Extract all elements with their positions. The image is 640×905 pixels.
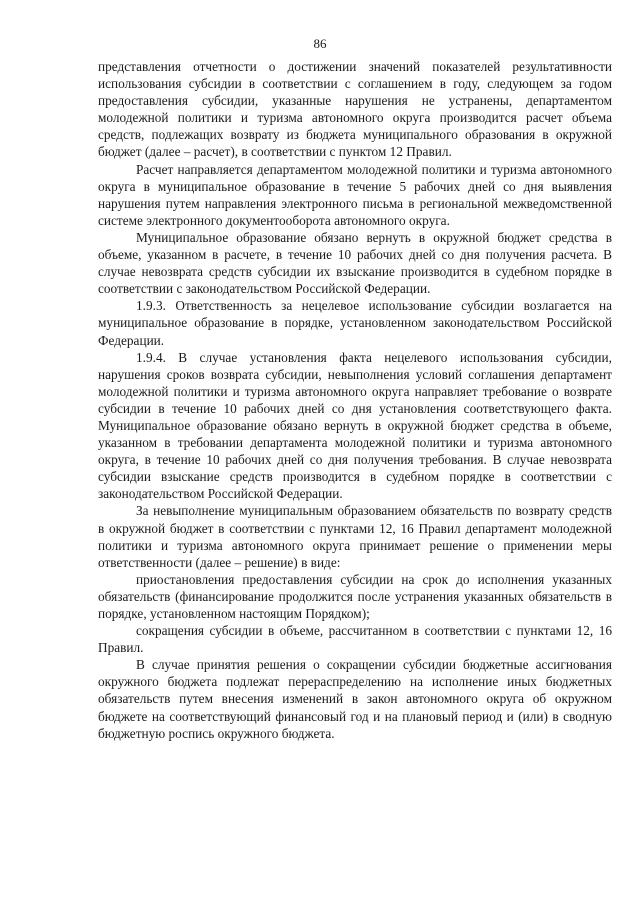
paragraph-clause-1-9-4: 1.9.4. В случае установления факта нецелевого использования субсидии, нарушения сроков возврата субсидии, невыполнения условий соглашения департамент молодежной политики и туризма автономного округа направляет требование о возврате субсидии в течение 10 рабочих дней со дня установления соответствующего факта. Муниципальное образование обязано вернуть в окружной бюджет средства в объеме, указанном в требовании департамента молодежной политики и туризма автономного округа, в течение 10 рабочих дней со дня получения требования. В случае невозврата субсидии взыскание средств производится в судебном порядке в соответствии с законодательством Российской Федерации.: [98, 349, 612, 502]
paragraph-reallocation: В случае принятия решения о сокращении субсидии бюджетные ассигнования окружного бюджета подлежат перераспределению на исполнение иных бюджетных обязательств путем внесения изменений в закон автономного округа об окружном бюджете на соответствующий финансовый год и на плановый период и (или) в сводную бюджетную роспись окружного бюджета.: [98, 657, 612, 741]
paragraph-report-calculation: представления отчетности о достижении значений показателей результативности использования субсидии в соответствии с соглашением в году, следующем за годом предоставления субсидии, указанные нарушения не устранены, департаментом молодежной политики и туризма автономного округа производится расчет объема средств, подлежащих возврату из бюджета муниципального образования в окружной бюджет (далее – расчет), в соответствии с пунктом 12 Правил.: [98, 59, 612, 160]
page-number: 86: [313, 36, 327, 51]
paragraph-clause-1-9-3: 1.9.3. Ответственность за нецелевое использование субсидии возлагается на муниципальное образование в порядке, установленном законодательством Российской Федерации.: [98, 298, 612, 348]
paragraph-non-fulfillment: За невыполнение муниципальным образованием обязательств по возврату средств в окружной бюджет в соответствии с пунктами 12, 16 Правил департамент молодежной политики и туризма автономного округа принимает решение о применении меры ответственности (далее – решение) в виде:: [98, 503, 612, 570]
paragraph-return-obligation: Муниципальное образование обязано вернуть в окружной бюджет средства в объеме, указанном в расчете, в течение 10 рабочих дней со дня получения расчета. В случае невозврата средств субсидии их взыскание производится в судебном порядке в соответствии с законодательством Российской Федерации.: [98, 229, 612, 297]
paragraph-reduction: сокращения субсидии в объеме, рассчитанном в соответствии с пунктами 12, 16 Правил.: [98, 623, 612, 656]
paragraph-suspension: приостановления предоставления субсидии на срок до исполнения указанных обязательств (финансирование продолжится после устранения указанных обязательств в порядке, установленном настоящим Порядком);: [98, 571, 612, 621]
paragraph-calculation-sending: Расчет направляется департаментом молодежной политики и туризма автономного округа в муниципальное образование в течение 5 рабочих дней со дня выявления нарушения путем направления электронного письма в региональной межведомственной системе электронного документооборота автономного округа.: [98, 161, 612, 228]
document-body: [98, 58, 612, 742]
